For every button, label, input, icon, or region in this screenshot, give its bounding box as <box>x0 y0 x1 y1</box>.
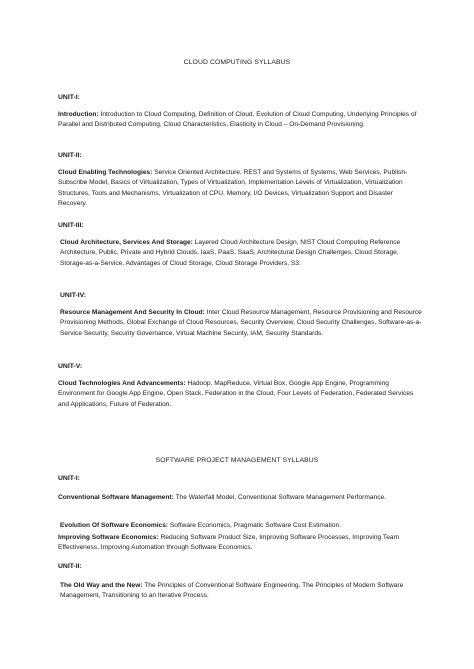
cloud-unit-5-paragraph <box>58 379 420 410</box>
cloud-unit-5-heading: Cloud Technologies And Advancements: <box>58 380 186 387</box>
spm-p2-heading: Evolution Of Software Economics: <box>60 522 169 529</box>
cloud-unit-1-label: UNIT-I: <box>58 94 80 101</box>
cloud-unit-4-text: Inter Cloud Resource Management, Resource Provisioning and Resource Provisioning Methods, Global Exchange of Cloud Resources, Security Overview, Cloud Security Challenges, Software-as-a-Service Security, Security Governance, Virtual Machine Security, IAM, Security Standards. <box>60 309 422 337</box>
spm-paragraph-2 <box>60 521 422 531</box>
cloud-unit-2-text: Service Oriented Architecture, REST and Systems of Systems, Web Services, Publish-Subscribe Model, Basics of Virtualization, Types of Virtualization, Implementation Levels of Virtualization, Virtualization Structures, Tools and Mechanisms, Virtualization of CPU, Memory, I/O Devices, Virtualization Support and Disaster Recovery. <box>58 169 408 208</box>
spm-p3-text: Reducing Software Product Size, Improving Software Processes, Improving Team Effectiveness, Improving Automation through Software Economics. <box>58 534 400 552</box>
cloud-unit-1-paragraph <box>58 110 420 131</box>
spm-unit-2-label: UNIT-II: <box>58 563 82 570</box>
spm-unit-1-label: UNIT-I: <box>58 475 80 482</box>
cloud-unit-3-paragraph <box>60 238 422 269</box>
cloud-unit-4-label: UNIT-IV: <box>60 292 87 299</box>
cloud-unit-4-paragraph <box>60 308 422 339</box>
cloud-syllabus-title: CLOUD COMPUTING SYLLABUS <box>183 59 291 66</box>
cloud-unit-5-text: Hadoop, MapReduce, Virtual Box, Google App Engine, Programming Environment for Google App Engine, Open Stack, Federation in the Cloud, Four Levels of Federation, Federated Services and Applications, Future of Federation. <box>58 380 414 408</box>
spm-paragraph-4 <box>60 581 422 602</box>
spm-p2-text: Software Economics, Pragmatic Software Cost Estimation. <box>168 522 342 529</box>
spm-p1-heading: Conventional Software Management: <box>58 494 174 501</box>
spm-paragraph-3 <box>58 533 420 554</box>
cloud-unit-1-heading: Introduction: <box>58 111 99 118</box>
cloud-unit-5-label: UNIT-V: <box>58 363 83 370</box>
cloud-unit-2-paragraph <box>58 168 420 210</box>
spm-p4-heading: The Old Way and the New: <box>60 582 143 589</box>
spm-paragraph-1 <box>58 493 420 503</box>
cloud-unit-3-heading: Cloud Architecture, Services And Storage: <box>60 239 193 246</box>
cloud-unit-3-text: Layered Cloud Architecture Design, NIST Cloud Computing Reference Architecture, Public, Private and Hybrid Clouds, IaaS, PaaS, SaaS, Architectural Design Challenges, Cloud Storage, Storage-as-a-Service, Advantages of Cloud Storage, Cloud Storage Providers, S3. <box>60 239 401 267</box>
spm-p1-text: The Waterfall Model, Conventional Software Management Performance. <box>173 494 386 501</box>
cloud-unit-4-heading: Resource Management And Security In Cloud: <box>60 309 205 316</box>
cloud-unit-2-label: UNIT-II: <box>58 152 82 159</box>
cloud-unit-1-text: Introduction to Cloud Computing, Definition of Cloud, Evolution of Cloud Computing, Underlying Principles of Parallel and Distributed Computing, Cloud Characteristics, Elasticity in Cloud – On-Demand Provisioning. <box>58 111 417 129</box>
spm-p4-text: The Principles of Conventional Software Engineering, The Principles of Modern Software Management, Transitioning to an Iterative Process. <box>60 582 404 600</box>
cloud-unit-2-heading: Cloud Enabling Technologies: <box>58 169 153 176</box>
spm-syllabus-title: SOFTWARE PROJECT MANAGEMENT SYLLABUS <box>155 457 319 464</box>
cloud-unit-3-label: UNIT-III: <box>58 222 84 229</box>
spm-p3-heading: Improving Software Economics: <box>58 534 159 541</box>
